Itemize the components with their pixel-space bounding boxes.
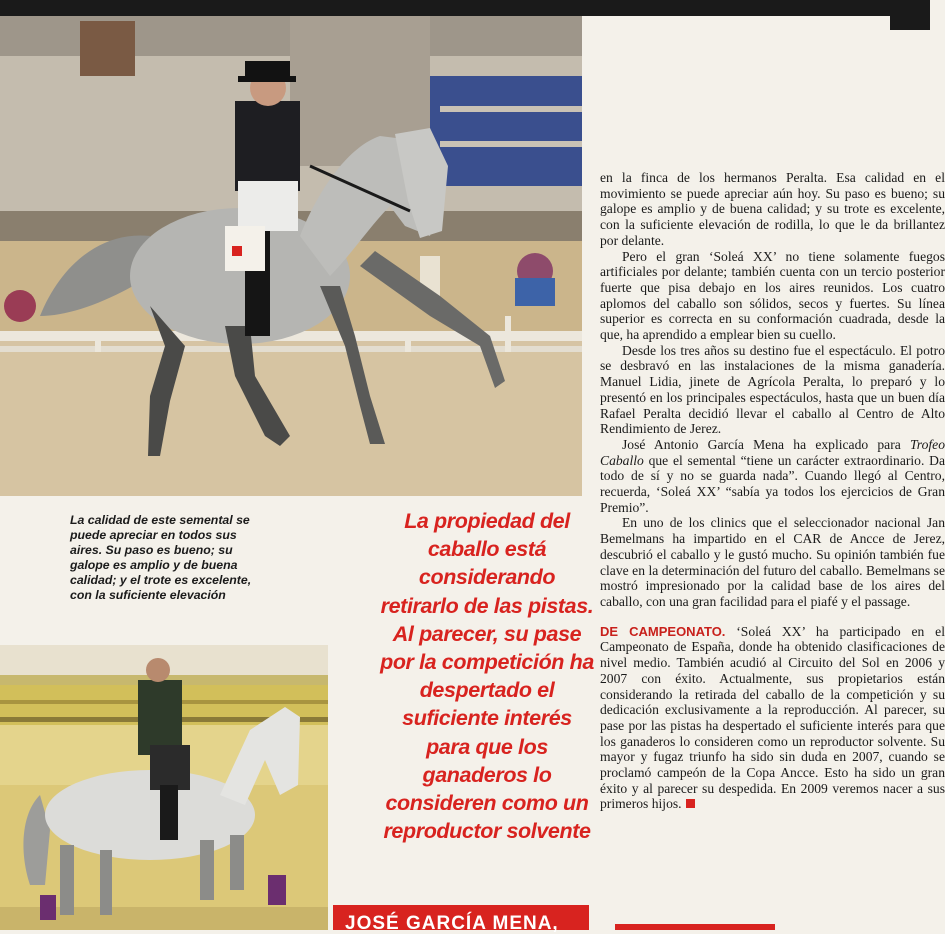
page-top-edge	[0, 0, 930, 16]
paragraph-text: ‘Soleá XX’ ha participado en el Campeonato de España, donde ha obtenido clasificaciones de nivel medio. También acudió al Circuito del Sol en 2006 y 2007 con éxito. Actualmente, sus propietarios están considerando la retirada del caballo de la competición y su dedicación exclusivamente a la reproducción. Al parecer, su pase por las pistas ha despertado el suficiente interés para que los ganaderos lo consideren como un reproductor solvente. Su mayor y fugaz triunfo ha sido sin duda en 2007, cuando se proclamó campeón de la Copa Ancce. Esto ha sido un gran éxito y al parecer su despedida. En 2009 veremos nacer a sus primeros hijos.	[600, 623, 945, 812]
article-paragraph: Desde los tres años su destino fue el espectáculo. El potro se desbravó en las instalaciones de la misma ganadería. Manuel Lidia, jinete de Agrícola Peralta, lo preparó y lo presentó en los principales espectáculos, hasta que un buen día Rafael Peralta decidió llevar el caballo al Centro de Alto Rendimiento de Jerez.	[600, 342, 945, 437]
article-paragraph: en la finca de los hermanos Peralta. Esa calidad en el movimiento se puede apreciar aún hoy. Su paso es bueno; su galope es amplio y de buena calidad; y su trote es excelente, con la suficiente elevación de rodilla, lo que le da brillantez por delante.	[600, 170, 945, 248]
page-corner-shadow	[890, 0, 930, 30]
photo-caption: La calidad de este semental se puede apreciar en todos sus aires. Su paso es bueno; su galope es amplio y de buena calidad; y el trote es excelente, con la suficiente elevación	[70, 513, 252, 602]
article-paragraph	[600, 624, 945, 812]
paragraph-text: que el semental “tiene un carácter extraordinario. Da todo de sí y no se guarda nada”. Cuando llegó al Centro, recuerda, ‘Soleá XX’ “sabía ya todos los ejercicios de Gran Premio”.	[600, 452, 945, 515]
end-mark-icon	[686, 799, 695, 808]
article-paragraph: En uno de los clinics que el seleccionador nacional Jan Bemelmans ha impartido en el CAR de Ancce de Jerez, descubrió el caballo y le gustó mucho. Su opinión también fue clave en la determinación del futuro del caballo. Bemelmans se mostró impresionado por la calidad base de los aires del caballo, con una gran facilidad para el piafé y el passage.	[600, 515, 945, 609]
subsection-lead: DE CAMPEONATO.	[600, 623, 726, 639]
paragraph-text: José Antonio García Mena ha explicado para	[622, 436, 910, 452]
article-body	[600, 170, 945, 812]
section-heading-bar	[333, 905, 589, 934]
article-paragraph	[600, 437, 945, 516]
horse-training-illustration	[0, 645, 328, 930]
article-paragraph: Pero el gran ‘Soleá XX’ no tiene solamente fuegos artificiales por delante; también cuenta con un tercio posterior fuerte que pisa debajo en los aires reunidos. Los cuatro aplomos del caballo son sólidos, secos y fuertes. Su línea superior es correcta en su conformación cuadrada, desde la que, ha aprendido a emplear bien su cuello.	[600, 248, 945, 343]
magazine-title: Trofeo Caballo	[600, 436, 945, 468]
horse-dressage-illustration	[0, 16, 582, 496]
section-heading: JOSÉ GARCÍA MENA,	[345, 913, 559, 934]
next-section-bar	[615, 924, 775, 930]
pull-quote: La propiedad del caballo está considerando retirarlo de las pistas. Al parecer, su pase por la competición ha despertado el suficiente interés para que los ganaderos lo consideren como un reproductor solvente	[380, 509, 594, 844]
horse-training-photo	[0, 645, 328, 930]
horse-dressage-photo	[0, 16, 582, 496]
